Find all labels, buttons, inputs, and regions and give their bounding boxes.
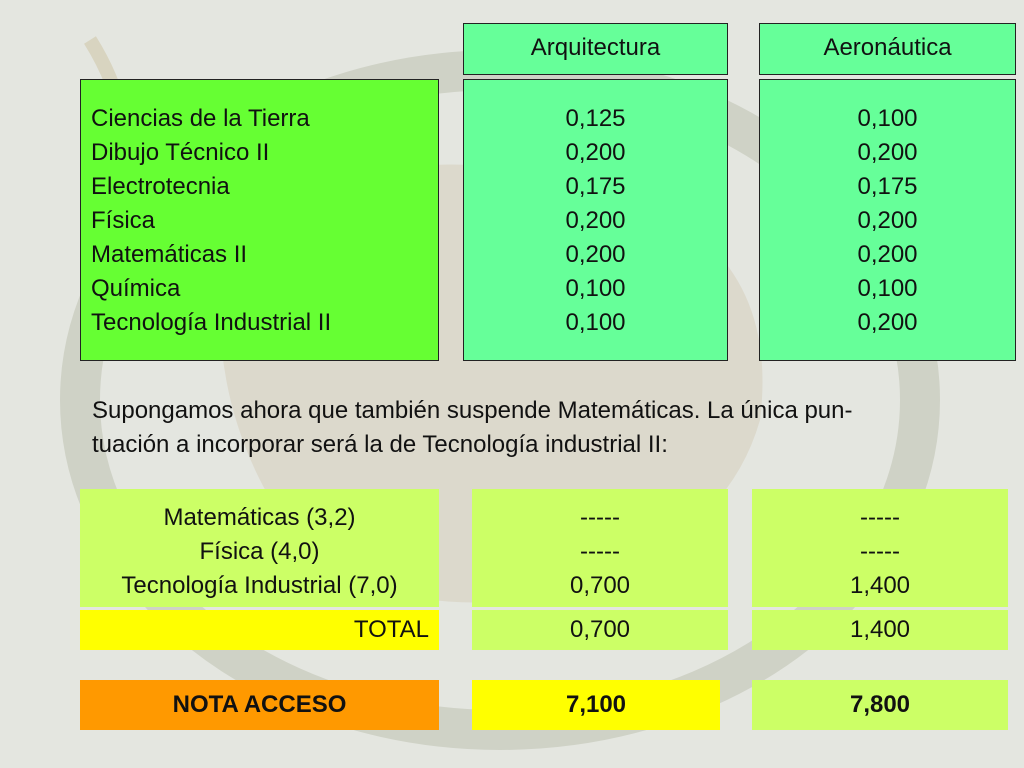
total-arquitectura: 0,700 bbox=[472, 610, 728, 650]
paragraph-line: tuación a incorporar será la de Tecnología industrial II: bbox=[92, 431, 668, 458]
weight-value: 0,200 bbox=[565, 207, 626, 234]
aeronautica-weights bbox=[759, 79, 1016, 361]
points-value: ----- bbox=[860, 504, 900, 531]
subject-item: Ciencias de la Tierra bbox=[91, 105, 310, 132]
header-arquitectura bbox=[463, 23, 728, 75]
weight-value: 0,200 bbox=[857, 207, 918, 234]
points-value: 0,700 bbox=[569, 572, 631, 599]
aeronautica-points bbox=[752, 489, 1008, 607]
header-aeronautica-label: Aeronáutica bbox=[823, 34, 952, 61]
header-arquitectura-label: Arquitectura bbox=[530, 34, 661, 61]
weight-value: 0,100 bbox=[857, 105, 918, 132]
subject-item: Electrotecnia bbox=[91, 173, 230, 200]
subject-item: Física bbox=[91, 207, 156, 234]
grade-item: Física (4,0) bbox=[199, 538, 320, 565]
subjects-list bbox=[80, 79, 439, 361]
subject-item: Matemáticas II bbox=[91, 241, 248, 268]
arquitectura-points bbox=[472, 489, 728, 607]
weight-value: 0,100 bbox=[857, 275, 918, 302]
header-aeronautica bbox=[759, 23, 1016, 75]
subject-item: Química bbox=[91, 275, 181, 302]
explanation-paragraph bbox=[92, 394, 1004, 462]
grade-item: Matemáticas (3,2) bbox=[163, 504, 356, 531]
arquitectura-weights bbox=[463, 79, 728, 361]
grade-item: Tecnología Industrial (7,0) bbox=[121, 572, 398, 599]
grades-list bbox=[80, 489, 439, 607]
total-label: TOTAL bbox=[80, 610, 439, 650]
weight-value: 0,100 bbox=[565, 275, 626, 302]
weight-value: 0,175 bbox=[565, 173, 626, 200]
weight-value: 0,200 bbox=[857, 241, 918, 268]
weight-value: 0,200 bbox=[857, 139, 918, 166]
nota-aeronautica: 7,800 bbox=[752, 680, 1008, 730]
weight-value: 0,200 bbox=[565, 139, 626, 166]
paragraph-line: Supongamos ahora que también suspende Matemáticas. La única pun- bbox=[92, 397, 853, 424]
points-value: ----- bbox=[860, 538, 900, 565]
points-value: ----- bbox=[580, 504, 620, 531]
weight-value: 0,200 bbox=[857, 309, 918, 336]
points-value: 1,400 bbox=[849, 572, 911, 599]
subject-item: Dibujo Técnico II bbox=[91, 139, 270, 166]
weight-value: 0,100 bbox=[565, 309, 626, 336]
weight-value: 0,200 bbox=[565, 241, 626, 268]
weight-value: 0,125 bbox=[565, 105, 626, 132]
nota-arquitectura: 7,100 bbox=[472, 680, 720, 730]
nota-acceso-label: NOTA ACCESO bbox=[80, 680, 439, 730]
subject-item: Tecnología Industrial II bbox=[91, 309, 332, 336]
weight-value: 0,175 bbox=[857, 173, 918, 200]
total-aeronautica: 1,400 bbox=[752, 610, 1008, 650]
points-value: ----- bbox=[580, 538, 620, 565]
